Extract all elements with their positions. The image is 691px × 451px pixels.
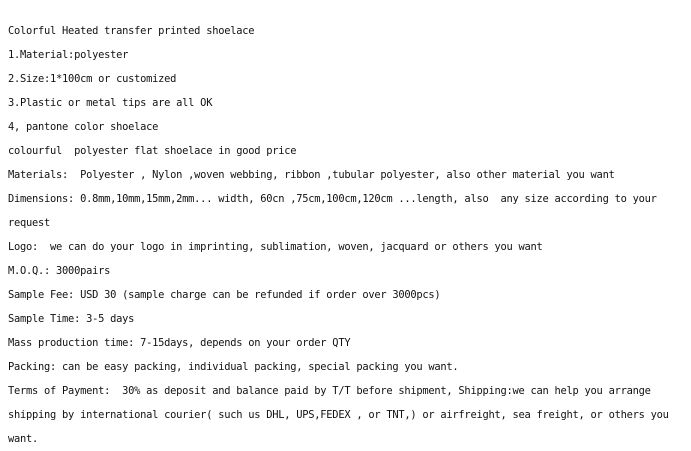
spec-color: 4, pantone color shoelace [8, 121, 159, 133]
spec-size: 2.Size:1*100cm or customized [8, 73, 177, 85]
payment-shipping-info: Terms of Payment: 30% as deposit and balance paid by T/T before shipment, Shipping:we can help you arrange shipping by international courier( such us DHL, UPS,FEDEX , or TNT,) or airfreight, sea freight, or others you want. [8, 385, 675, 445]
spec-tips: 3.Plastic or metal tips are all OK [8, 97, 213, 109]
product-subtitle: colourful polyester flat shoelace in good price [8, 145, 297, 157]
sample-fee-info: Sample Fee: USD 30 (sample charge can be refunded if order over 3000pcs) [8, 289, 441, 301]
production-time-info: Mass production time: 7-15days, depends on your order QTY [8, 337, 351, 349]
packing-info: Packing: can be easy packing, individual packing, special packing you want. [8, 361, 459, 373]
product-title: Colorful Heated transfer printed shoelace [8, 25, 255, 37]
product-description [8, 19, 684, 451]
dimensions-info: Dimensions: 0.8mm,10mm,15mm,2mm... width, 60cn ,75cm,100cm,120cm ...length, also any size according to your request [8, 193, 663, 229]
logo-info: Logo: we can do your logo in imprinting, sublimation, woven, jacquard or others you want [8, 241, 543, 253]
materials-info: Materials: Polyester , Nylon ,woven webbing, ribbon ,tubular polyester, also other material you want [8, 169, 615, 181]
sample-time-info: Sample Time: 3-5 days [8, 313, 135, 325]
spec-material: 1.Material:polyester [8, 49, 129, 61]
moq-info: M.O.Q.: 3000pairs [8, 265, 111, 277]
